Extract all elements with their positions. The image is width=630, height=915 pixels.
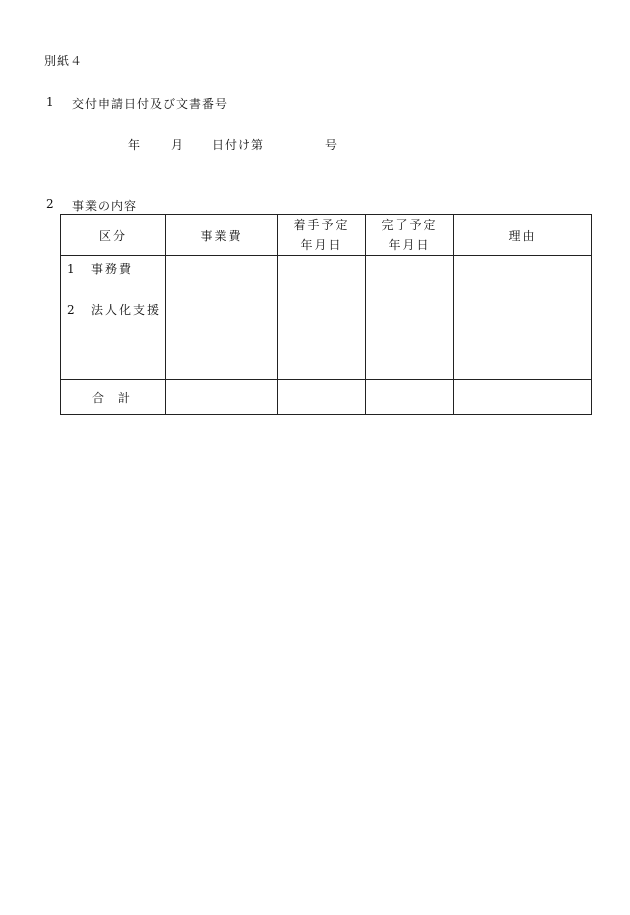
jigyohi-cell[interactable] <box>166 256 278 380</box>
date-year-label: 年 <box>128 138 142 152</box>
total-end-cell[interactable] <box>366 380 454 415</box>
total-label-cell <box>61 380 166 415</box>
list-item <box>67 260 133 277</box>
document-number-suffix: 号 <box>325 138 339 152</box>
start-date-cell[interactable] <box>278 256 366 380</box>
item-number: 2 <box>67 303 77 317</box>
attachment-label: 別紙４ <box>44 54 84 68</box>
total-start-cell[interactable] <box>278 380 366 415</box>
total-label: 合計 <box>91 390 144 405</box>
header-end-date <box>366 215 454 256</box>
table-row <box>61 256 592 380</box>
kubun-cell <box>61 256 166 380</box>
header-reason: 理由 <box>454 215 592 256</box>
business-content-table <box>60 214 592 415</box>
reason-cell[interactable] <box>454 256 592 380</box>
date-dated-label: 日付け第 <box>212 138 265 152</box>
header-end-line1: 完了予定 <box>381 218 438 232</box>
total-jigyohi-cell[interactable] <box>166 380 278 415</box>
header-end-line2: 年月日 <box>388 238 431 252</box>
item-number: 1 <box>67 262 77 276</box>
item-label: 事務費 <box>91 262 134 276</box>
header-start-line2: 年月日 <box>300 238 343 252</box>
section1-title: 交付申請日付及び文書番号 <box>72 97 229 111</box>
item-label: 法人化支援 <box>91 303 162 317</box>
end-date-cell[interactable] <box>366 256 454 380</box>
total-reason-cell[interactable] <box>454 380 592 415</box>
date-month-label: 月 <box>171 138 185 152</box>
header-kubun: 区分 <box>61 215 166 256</box>
total-row <box>61 380 592 415</box>
header-start-line1: 着手予定 <box>293 218 350 232</box>
section1-number: 1 <box>46 95 55 109</box>
list-item <box>67 301 161 318</box>
header-start-date <box>278 215 366 256</box>
table-header-row <box>61 215 592 256</box>
section2-title: 事業の内容 <box>72 199 138 213</box>
header-jigyohi: 事業費 <box>166 215 278 256</box>
section2-number: 2 <box>46 197 55 211</box>
